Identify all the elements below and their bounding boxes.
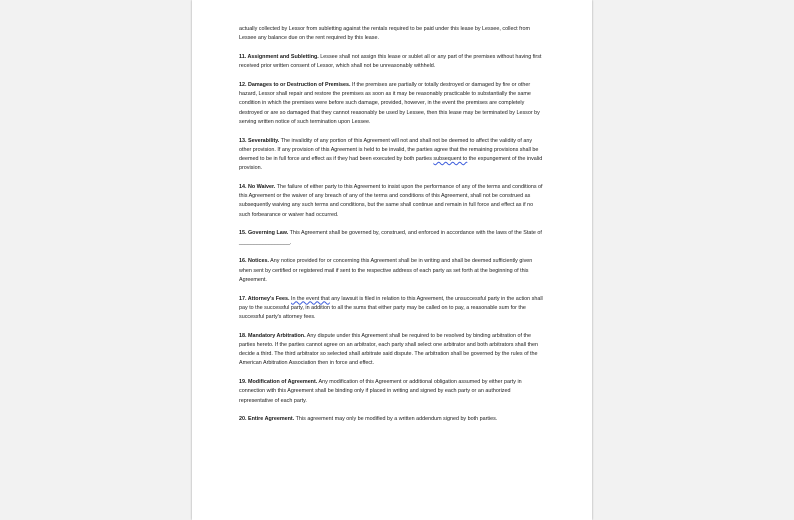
- intro-text: actually collected by Lessor from subletting against the rentals required to be paid under this lease by Lessee, collect from Lessee any balance due on the rent required by this lease.: [239, 26, 530, 42]
- section-body: If the premises are partially or totally destroyed or damaged by fire or other hazard, Lessor shall repair and restore the premises as soon as it may be reasonably practicable to substantially the same condition in which the premises were before such damage, provided, however, in the event the premises are completely destroyed or are so damaged that they cannot reasonably be used by Lessee, then this lease may be terminated by Lessor by serving written notice of such termination upon Lessee.: [239, 82, 540, 125]
- section-heading: 18. Mandatory Arbitration.: [239, 332, 306, 339]
- section-body-end: .: [289, 239, 292, 246]
- section-12: [239, 81, 544, 127]
- section-body: The invalidity of any portion of this Agreement will not and shall not be deemed to affect the validity of any other provision. If any provision of this Agreement is held to be invalid, the parties agree that the remaining provisions shall be deemed to be in full force and effect as if they had been executed by both parties: [239, 137, 539, 163]
- section-heading: 13. Severability.: [239, 137, 280, 144]
- section-body: This agreement may only be modified by a written addendum signed by both parties.: [294, 416, 498, 423]
- section-body: This Agreement shall be governed by, construed, and enforced in accordance with the laws of the State of: [288, 230, 542, 237]
- section-body: Any notice provided for or concerning this Agreement shall be in writing and shall be deemed sufficiently given when sent by certified or registered mail if sent to the respective address of each party as set forth at the beginning of this Agreement.: [239, 258, 533, 283]
- section-11: [239, 53, 544, 71]
- state-blank-field: _________________: [239, 239, 290, 246]
- section-13: [239, 137, 544, 174]
- section-15: [239, 229, 544, 247]
- section-body: Any dispute under this Agreement shall be required to be resolved by binding arbitration of the parties hereto. If the parties cannot agree on an arbitrator, each party shall select one arbitrator and both arbitrators shall then decide a third. The third arbitrator so selected shall arbitrate said dispute. The arbitration shall be governed by the rules of the American Arbitration Association then in force and effect.: [239, 332, 539, 367]
- grammar-flagged-text[interactable]: In the event that: [291, 295, 330, 302]
- section-heading: 15. Governing Law.: [239, 230, 289, 237]
- section-heading: 16. Notices.: [239, 258, 269, 265]
- document-page: [192, 0, 592, 520]
- section-16: [239, 257, 544, 285]
- section-heading: 19. Modification of Agreement.: [239, 379, 318, 386]
- section-body: Lessee shall not assign this lease or sublet all or any part of the premises without having first received prior written consent of Lessor, which shall not be unreasonably withheld.: [239, 54, 542, 70]
- section-heading: 11. Assignment and Subletting.: [239, 54, 319, 60]
- section-body: Any modification of this Agreement or additional obligation assumed by either party in connection with this Agreement shall be binding only if placed in writing and signed by each party or an authorized representative of each party.: [239, 379, 522, 404]
- grammar-flagged-text[interactable]: subsequent to: [433, 156, 468, 163]
- section-14: [239, 183, 544, 220]
- intro-paragraph: [239, 25, 544, 43]
- section-body-end: the expungement of the invalid provision.: [239, 156, 543, 172]
- section-heading: 12. Damages to or Destruction of Premises.: [239, 82, 351, 88]
- section-17: [239, 295, 544, 323]
- section-20: [239, 415, 544, 424]
- section-body-end: any lawsuit is filed in relation to this Agreement, the unsuccessful party in the action shall pay to the successful party, in addition to all the sums that either party may be called on to pay, a reasonable sum for the successful party's attorney fees.: [239, 295, 543, 321]
- section-heading: 14. No Waiver.: [239, 184, 276, 191]
- section-18: [239, 332, 544, 369]
- section-body: The failure of either party to this Agreement to insist upon the performance of any of the terms and conditions of this Agreement or the waiver of any breach of any of the terms and conditions of this Agreement, shall not be construed as subsequently waiving any such terms and conditions, but the same shall continue and remain in full force and effect as if no such forbearance or waiver had occurred.: [239, 184, 543, 218]
- section-19: [239, 378, 544, 406]
- section-heading: 20. Entire Agreement.: [239, 416, 295, 423]
- section-heading: 17. Attorney's Fees.: [239, 295, 290, 302]
